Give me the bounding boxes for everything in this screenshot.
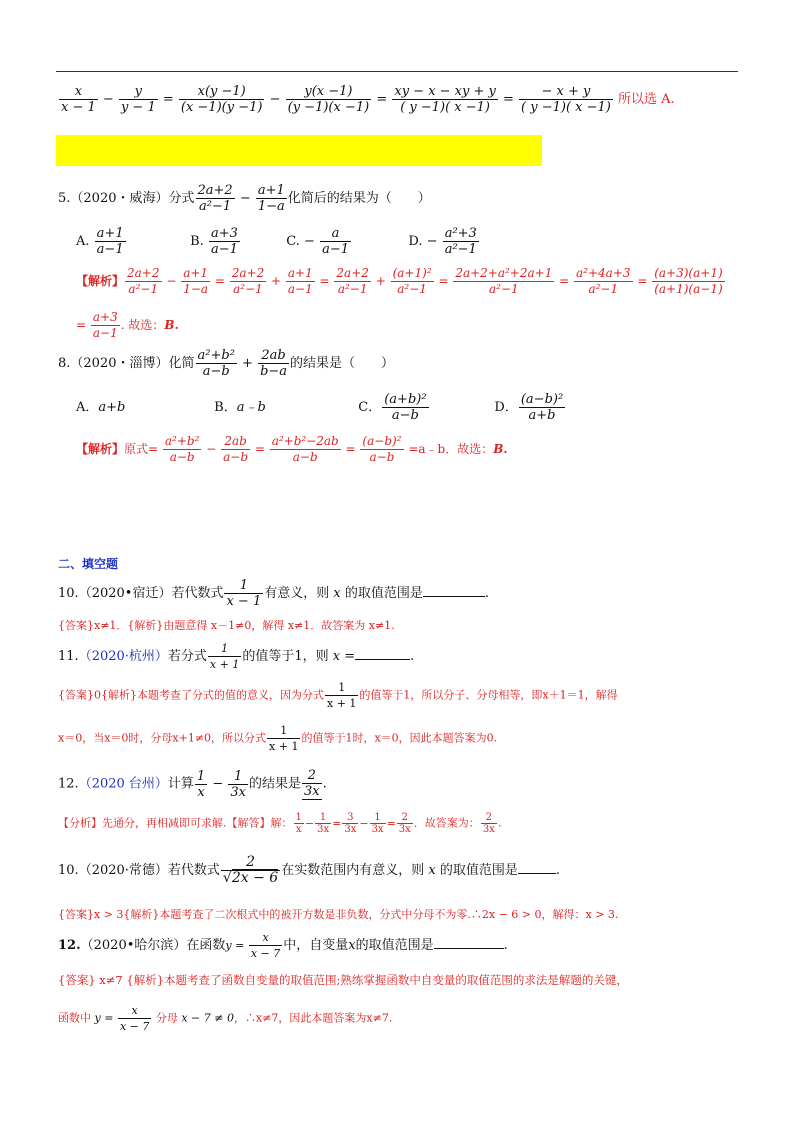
q10b-var: x [428, 863, 436, 878]
q11-stem: 11.（2020·杭州）若分式 $\frac{1}{x + 1}$ 的值等于1，则 x = . [58, 642, 415, 671]
q8-option-c[interactable]: C． $\frac{\text{(a+b)²}}{a-b}$ [358, 392, 427, 423]
q8-solution-end: =a﹣b．故选： [408, 442, 494, 456]
q12a-stem-a: 计算 [167, 776, 194, 792]
q11-end: . [410, 649, 415, 664]
q11-stem-c: x = [332, 649, 356, 664]
q10a-answer: {答案}x≠1．{解析}由题意得 x－1≠0，解得 x≠1．故答案为 x≠1. [58, 619, 395, 632]
q10b-answer-blank[interactable] [518, 861, 556, 874]
q10a-source: （2020•宿迁） [78, 586, 172, 601]
q10b-stem-c: 的取值范围是 [439, 863, 518, 878]
q11-number: 11. [58, 649, 79, 664]
q8-solution-choice: B. [493, 442, 508, 456]
q12a-solution-a: 【分析】先通分，再相减即可求解.【解答】解： [58, 816, 293, 830]
q8-number: 8. [58, 356, 71, 371]
highlight-bar [56, 135, 542, 166]
q5-option-d[interactable]: D. − $\frac{\text{a²+3}}{\text{a²−1}}$ [408, 226, 477, 257]
q12a-stem-b: 的结果是 [248, 776, 301, 792]
q10b-answer: {答案}x > 3{解析}本题考查了二次根式中的被开方数是非负数，分式中分母不为零.∴2x − 6 > 0，解得：x > 3. [58, 908, 619, 921]
q11-answer-line2: x＝0，当x＝0时，分母x+1≠0，所以分式 $\frac{1}{x + 1}$ 的值等于1时，x＝0，因此本题答案为0. [58, 724, 498, 753]
q8-solution-a: 原式 [124, 442, 149, 456]
q10b-stem-b: 在实数范围内有意义，则 [281, 863, 425, 878]
q5-solution-end: = $\frac{a+3}{a-1}$ . 故选：B. [76, 310, 179, 340]
q8-solution-tag: 【解析】 [76, 442, 125, 456]
q12b-source: （2020•哈尔滨） [80, 938, 187, 953]
q11-answer-blank[interactable] [355, 647, 410, 660]
q5-solution-end-text: 故选： [128, 318, 165, 332]
q12a-end: . [322, 776, 327, 792]
q11-stem-a: 若分式 [167, 649, 207, 664]
q10b-stem-a: 若代数式 [167, 863, 220, 878]
q12b-number: 12. [58, 938, 81, 953]
q10b-source: （2020·常德） [78, 863, 168, 878]
q5-solution: 【解析】 $\frac{2a+2}{\text{a²−1}}$ − $\frac{a+1}{1-a}$ = $\frac{2a+2}{\text{a²−1}}$ + $\frac{a+1}{a-1}$ = $\frac{2a+2}{\text{a²−1}}$ + $\frac{\text{(a+1)²}}{\text{a²−1}}$ = $\frac{\text{2a+2+a²+2a+1}}{\text{a²−1}}$ = $\frac{\text{a²+4a+3}}{\text{a²−1}}$ = $\frac{(a+3)(a+1)}{(a+1)(a-1)}$ [76, 266, 723, 296]
q8-option-d[interactable]: D． $\frac{\text{(a−b)²}}{a+b}$ [494, 392, 564, 423]
q8-option-b[interactable]: B．a﹣b [214, 400, 266, 415]
q12b-answer-line1: {答案} x≠7 {解析}本题考查了函数自变量的取值范围;熟练掌握函数中自变量的取值范围的求法是解题的关键， [58, 973, 628, 987]
q5-option-b[interactable]: B. $\frac{a+3}{a-1}$ [190, 226, 238, 257]
q12b-answer-2b: 分母 [155, 1011, 178, 1025]
q11-answer-1b: 的值等于1，所以分子、分母相等，即x＋1＝1，解得 [359, 688, 618, 702]
q8-source: （2020・淄博） [70, 356, 169, 371]
q10a-answer-blank[interactable] [423, 584, 485, 597]
q11-answer-2b: 的值等于1时，x＝0，因此本题答案为0. [301, 731, 498, 745]
q12b-answer-2c: ，∴x≠7，因此本题答案为x≠7. [233, 1011, 393, 1025]
q5-stem: 5.（2020・威海）分式 $\frac{2a+2}{\text{a²−1}}$ − $\frac{a+1}{1-a}$ 化简后的结果为（ ） [58, 183, 431, 214]
q12b-end: . [503, 938, 508, 953]
q5-source: （2020・威海） [70, 191, 169, 206]
q10a-stem-b: 有意义，则 [264, 586, 330, 601]
q5-option-a[interactable]: A. $\frac{a+1}{a-1}$ [76, 226, 124, 257]
q11-answer-line1: {答案}0{解析}本题考查了分式的值的意义，因为分式 $\frac{1}{x + 1}$ 的值等于1，所以分子、分母相等，即x＋1＝1，解得 [58, 681, 618, 710]
q8-options [76, 392, 566, 423]
q12a-stem: 12.（2020 台州）计算 $\frac{1}{x}$ − $\frac{1}{3x}$ 的结果是 $\frac{2}{3x}$ . [58, 768, 327, 800]
section-title: 二、填空题 [58, 557, 119, 571]
q8-option-a[interactable]: A．a+b [76, 400, 126, 415]
q10a-stem-a: 若代数式 [171, 586, 224, 601]
q10b-stem: 10.（2020·常德）若代数式 $\frac{2}{√2x - 6}$ 在实数范围内有意义，则 x 的取值范围是 . [58, 854, 560, 886]
q5-stem-a: 分式 [168, 191, 195, 206]
q12b-answer-2a: 函数中 [58, 1011, 91, 1025]
q12a-number: 12. [58, 776, 79, 792]
q12b-var: x [348, 938, 356, 953]
top-equation: $\frac{x}{x - 1}$ − $\frac{y}{y - 1}$ = $\frac{x(y -1)}{(x -1)(y -1)}$ − $\frac{y(x -1)}{(y -1)(x -1)}$ = $\frac{xy - x - xy + y}{( y -1)( x -1)}$ = $\frac{- x + y}{( y -1)( x -1)}$ 所以选 A. [61, 84, 675, 115]
q5-number: 5. [58, 191, 71, 206]
q10b-end: . [555, 863, 560, 878]
q12b-stem: 12.（2020•哈尔滨）在函数y = $\frac{x}{x - 7}$ 中，自变量x的取值范围是 . [58, 931, 508, 960]
q11-source: （2020·杭州） [78, 649, 168, 664]
q12b-answer-blank[interactable] [434, 936, 504, 949]
q10a-end: . [484, 586, 490, 601]
q12a-source: （2020 台州） [78, 776, 168, 792]
q12b-stem-b: 中，自变量 [283, 938, 349, 953]
q10a-number: 10. [58, 586, 79, 601]
q5-options [76, 226, 480, 257]
q12a-solution-b: ．故答案为： [413, 816, 480, 830]
q10a-stem-c: 的取值范围是 [344, 586, 423, 601]
q5-solution-choice: B. [164, 318, 179, 332]
q12b-stem-a: 在函数 [186, 938, 226, 953]
q10a-stem: 10.（2020•宿迁）若代数式 $\frac{1}{x - 1}$ 有意义，则 x 的取值范围是 . [58, 578, 490, 609]
q12a-answer-num: 2 [302, 768, 322, 784]
q8-stem: 8.（2020・淄博）化简 $\frac{\text{a²+b²}}{a-b}$ + $\frac{2ab}{b-a}$ 的结果是（ ） [58, 348, 395, 379]
q8-stem-a: 化简 [168, 356, 195, 371]
q8-solution: 【解析】原式= $\frac{\text{a²+b²}}{a-b}$ − $\frac{2ab}{a-b}$ = $\frac{\text{a²+b²−2ab}}{a-b}$ = $\frac{\text{(a−b)²}}{a-b}$ =a﹣b．故选：B. [76, 434, 508, 464]
q10a-var: x [333, 586, 341, 601]
q5-stem-b: 化简后的结果为（ ） [287, 191, 431, 206]
q5-option-c[interactable]: C. − $\frac{a}{a-1}$ [286, 226, 349, 257]
q10b-number: 10. [58, 863, 79, 878]
q5-solution-tag: 【解析】 [76, 274, 125, 288]
q11-answer-1a: {答案}0{解析}本题考查了分式的值的意义，因为分式 [58, 688, 324, 702]
q12b-stem-c: 的取值范围是 [355, 938, 434, 953]
header-rule [56, 71, 738, 72]
q8-stem-b: 的结果是（ ） [290, 356, 395, 371]
q11-stem-b: 的值等于1，则 [242, 649, 329, 664]
q12a-solution: 【分析】先通分，再相减即可求解.【解答】解： $\frac{1}{x}$ − $\frac{1}{3x}$ = $\frac{3}{3x}$ − $\frac{1}{3x}$ = $\frac{2}{3x}$ ．故答案为： $\frac{2}{3x}$ . [58, 812, 502, 835]
q11-answer-2a: x＝0，当x＝0时，分母x+1≠0，所以分式 [58, 731, 267, 745]
q12b-answer-line2: 函数中 y = $\frac{x}{x - 7}$ 分母 x − 7 ≠ 0，∴x≠7，因此本题答案为x≠7. [58, 1004, 393, 1033]
top-answer-text: 所以选 A. [618, 92, 675, 107]
